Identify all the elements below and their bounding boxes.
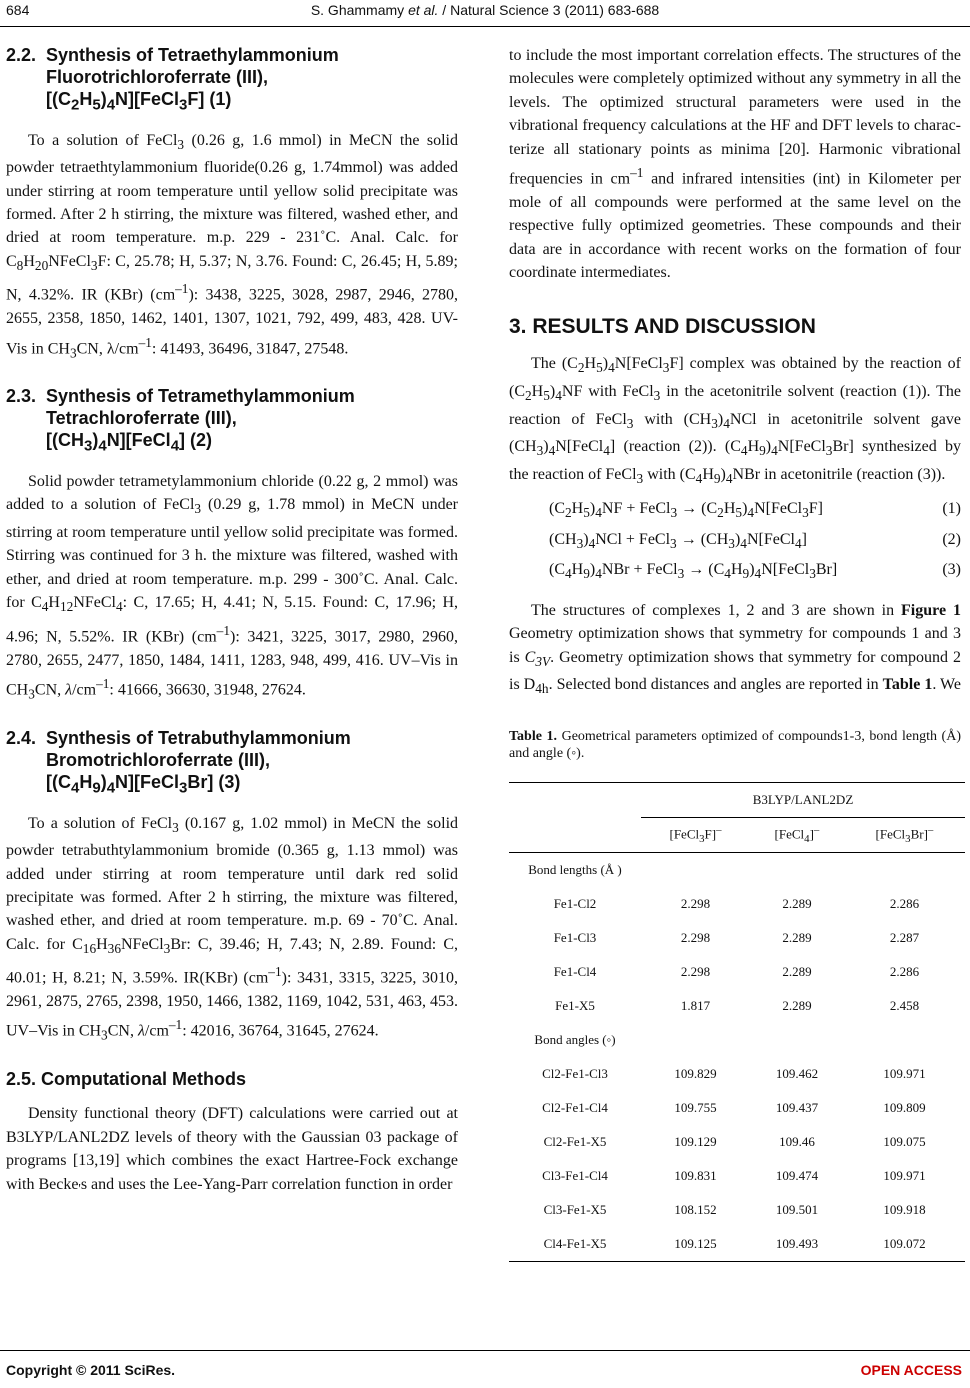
table-row [509,1125,965,1159]
table-row [509,1159,965,1193]
table-cell: 109.831 [674,1168,717,1184]
table-row [509,1193,965,1227]
table-cell: 109.829 [674,1066,717,1082]
copyright: Copyright © 2011 SciRes. [6,1362,176,1378]
table-cell: 109.437 [775,1100,819,1116]
table-row-label: Fe1-Cl3 [553,930,597,946]
table-cell [844,852,965,887]
table-cell [750,852,844,887]
section-3-heading: 3. RESULTS AND DISCUSSION [509,315,816,339]
section-2-4-body: To a solution of FeCl$_3$ (0.167 g, 1.02 mmol) in MeCN the solid powder tetrabuthtylammonium bromide (0.365 g, 1.13 mmol) was added under stirring at room temperature until dark red solid precipitate was formed. After 2 h stirring, the mixture was filtered, washed ether, and dried at room temperature. m.p. 69 - 70˚C. Anal. Calc. for $C_{16}H_{36}NFeCl_3Br$: C, 39.46; H, 7.43; N, 2.89. Found: C, 40.01; H, 8.21; N, 3.59%. IR(KBr) $(cm^{-1})$: 3431, 3315, 3225, 3010, 2961, 2875, 2765, 2398, 1950, 1466, 1382, 1169, 1042, 531, 463, 453. UV–Vis in $CH_3CN$, $\lambda/cm^{-1}$: 42016, 36764, 31645, 27624. [6,814,459,1043]
equations [509,496,961,587]
running-header [0,0,970,27]
table-cell: 2.289 [782,896,812,912]
table-cell: 109.971 [883,1168,926,1184]
section-2-2-heading: 2.2. Synthesis of Tetraethylammonium Fluorotrichloroferrate (III), $[(C_2H_5)_4N][FeCl_3F]$ (1) [6,45,339,114]
table-row [509,989,965,1023]
table-cell: 1.817 [680,998,711,1014]
table-cell: 109.755 [674,1100,717,1116]
table-row-label: Cl2-Fe1-Cl4 [542,1100,608,1116]
table-cell: 109.46 [779,1134,815,1150]
section-2-3-body: Solid powder tetrametylammonium chloride (0.22 g, 2 mmol) was added to a solution of FeCl$_3$ (0.29 g, 1.78 mmol) in MeCN under stirring at room temperature until yellow solid precipitate was formed. Stirring was continued for 3 h. the mixture was filtered, washed with ether, and dried at room temperature. m.p. 299 - 300˚C. Anal. Calc. for $C_4H_{12}NFeCl_4$: C, 17.65; H, 4.41; N, 5.15. Found: C, 17.96; H, 4.96; N, 5.52%. IR (KBr) $(cm^{-1})$: 3421, 3225, 3017, 2980, 2960, 2780, 2655, 2477, 1850, 1484, 1411, 1283, 948, 499, 416. UV–Vis in $CH_3CN$, $\lambda/cm^{-1}$: 41666, 36630, 31948, 27624. [6,473,458,702]
page-number: 684 [6,2,30,18]
equation-2: $(CH_3)_4NCl$ + FeCl$_3$ → $(CH_3)_4N[FeCl_4]$ (2) [549,530,961,551]
table-row-label: Cl3-Fe1-Cl4 [542,1168,608,1184]
section-2-2-body: To a solution of FeCl$_3$ (0.26 g, 1.6 mmol) in MeCN the solid powder tetraethtylammonium fluoride(0.26 g, 1.74mmol) was added under stirring at room temperature until yellow solid precipitate was formed. After 2 h stirring, the mixture was filtered, washed ether, and dried at room temperature. m.p. 229 - 231˚C. Anal. Calc. for $C_8H_{20}NFeCl_3F$: C, 25.78; H, 5.37; N, 3.76. Found: C, 26.45; H, 5.89; N, 4.32%. IR (KBr) $(cm^{-1})$: 3438, 3225, 3028, 2987, 2946, 2780, 2655, 2358, 1850, 1462, 1401, 1307, 1021, 792, 499, 483, 428. UV-Vis in $CH_3CN$, $\lambda/cm^{-1}$: 41493, 36496, 31847, 27548. [6,131,459,361]
table-row-label: Cl4-Fe1-X5 [543,1236,607,1252]
section-2-5-body: Density functional theory (DFT) calculations were carried out at B3LYP/LANL2DZ levels of theory with the Gaussian 03 package of programs [13,19] which combines the exact Hartree-Fock exchange with Becke$'$s and uses the Lee-Yang-Parr correlation function in order [6,1105,458,1196]
equation-3: $(C_4H_9)_4NBr$ + FeCl$_3$ → $(C_4H_9)_4N[FeCl_3Br]$ (3) [549,560,961,581]
section-2-4-heading: 2.4. Synthesis of Tetrabuthylammonium Bromotrichloroferrate (III), $[(C_4H_9)_4N][FeCl_3Br]$ (3) [6,727,351,797]
table-row-label: Bond lengths (Å ) [528,862,622,878]
table-row [509,852,965,887]
right-column [509,44,961,1262]
table-1-caption: Table 1. Geometrical parameters optimized of compounds1-3, bond length (Å) and angle (◦). [509,728,961,761]
table-col-header: [FeCl$_3$F]– [641,817,750,852]
table-row [509,1091,965,1125]
table-cell [641,852,750,887]
table-cell [844,1023,965,1057]
table-cell: 2.298 [680,896,711,912]
table-row-label: Cl2-Fe1-X5 [543,1134,607,1150]
table-cell: 109.809 [883,1100,926,1116]
table-row [509,921,965,955]
table-1-body [509,852,965,1261]
table-cell: 109.125 [674,1236,717,1252]
table-cell: 2.286 [889,964,920,980]
table-row-label: Cl2-Fe1-Cl3 [542,1066,608,1082]
open-access-label: OPEN ACCESS [860,1362,962,1378]
table-cell: 109.918 [883,1202,926,1218]
table-cell: 109.075 [883,1134,926,1150]
table-cell: 2.458 [889,998,920,1014]
table-cell: 109.129 [674,1134,717,1150]
table-row-label: Fe1-Cl2 [553,896,597,912]
table-1 [509,782,965,1262]
table-cell: 109.971 [883,1066,926,1082]
footer-rule [0,1350,970,1351]
table-col-header: [FeCl$_4$]– [750,817,844,852]
section-3-body-2: The structures of complexes 1, 2 and 3 are shown in Figure 1 Geometry optimization shows that symmetry for compounds 1 and 3 is $C_{3V}$. Geometry optimization shows that symmetry for compound 2 is $D_{4h}$. Selected bond distances and angles are reported in Table 1. We [509,601,962,697]
table-cell: 109.072 [883,1236,926,1252]
table-row [509,1227,965,1262]
section-3-body-1: The $(C_2H_5)_4N[FeCl_3F]$ complex was obtained by the reaction of $(C_2H_5)_4NF$ with FeCl$_3$ in the acetonitrile solvent (reaction (1)). The reaction of FeCl$_3$ with $(CH_3)_4NCl$ in acetonitrile solvent gave $(CH_3)_4N[FeCl_4]$ (reaction (2)). $(C_4H_9)_4N[FeCl_3Br]$ synthesized by the reaction of FeCl$_3$ with $(C_4H_9)_4NBr$ in acetonitrile (reaction (3)). [509,355,962,486]
table-cell: 2.287 [889,930,920,946]
table-method-header: B3LYP/LANL2DZ [752,792,854,808]
table-cell: 2.298 [680,964,711,980]
table-cell [750,1023,844,1057]
table-col-header: [FeCl$_3$Br]– [844,817,965,852]
table-row [509,887,965,921]
left-column [6,44,458,1200]
equation-1: $(C_2H_5)_4NF$ + FeCl$_3$ → $(C_2H_5)_4N[FeCl_3F]$ (1) [549,500,961,521]
section-2-5-heading: 2.5. Computational Methods [6,1069,247,1090]
table-row [509,955,965,989]
table-cell: 2.286 [889,896,920,912]
computational-methods-continued: to include the most important correlation effects. The structures of the molecules were completely optimized without any symmetry in all the levels. The optimized structural parameters were used in the vibrational frequency calculations at the HF and DFT levels to characterize all stationary points as minima [20]. Harmonic vibrational frequencies in $cm^{-1}$ and infrared intensities (int) in Kilometer per mole of all compounds were performed at the same level on the respective fully optimized geometries. These compounds and their data are in accordance with recent works on the formation of four coordinate intermediates. [509,47,962,281]
table-cell: 109.462 [775,1066,819,1082]
table-cell: 108.152 [674,1202,717,1218]
table-cell: 2.289 [782,998,812,1014]
table-row-label: Fe1-X5 [555,998,595,1014]
table-cell: 2.289 [782,964,812,980]
table-cell [641,1023,750,1057]
table-cell: 109.493 [775,1236,819,1252]
table-cell: 109.474 [775,1168,819,1184]
running-head: S. Ghammamy et al. / Natural Science 3 (2011) 683-688 [310,2,660,18]
table-row-label: Cl3-Fe1-X5 [543,1202,607,1218]
table-row [509,1023,965,1057]
section-2-3-heading: 2.3. Synthesis of Tetramethylammonium Tetrachloroferrate (III), $[(CH_3)_4N][FeCl_4]$ (2) [6,386,355,456]
table-cell: 109.501 [775,1202,819,1218]
table-cell: 2.289 [782,930,812,946]
table-row [509,1057,965,1091]
table-cell: 2.298 [680,930,711,946]
table-row-label: Fe1-Cl4 [553,964,597,980]
table-row-label: Bond angles (◦) [534,1032,616,1048]
